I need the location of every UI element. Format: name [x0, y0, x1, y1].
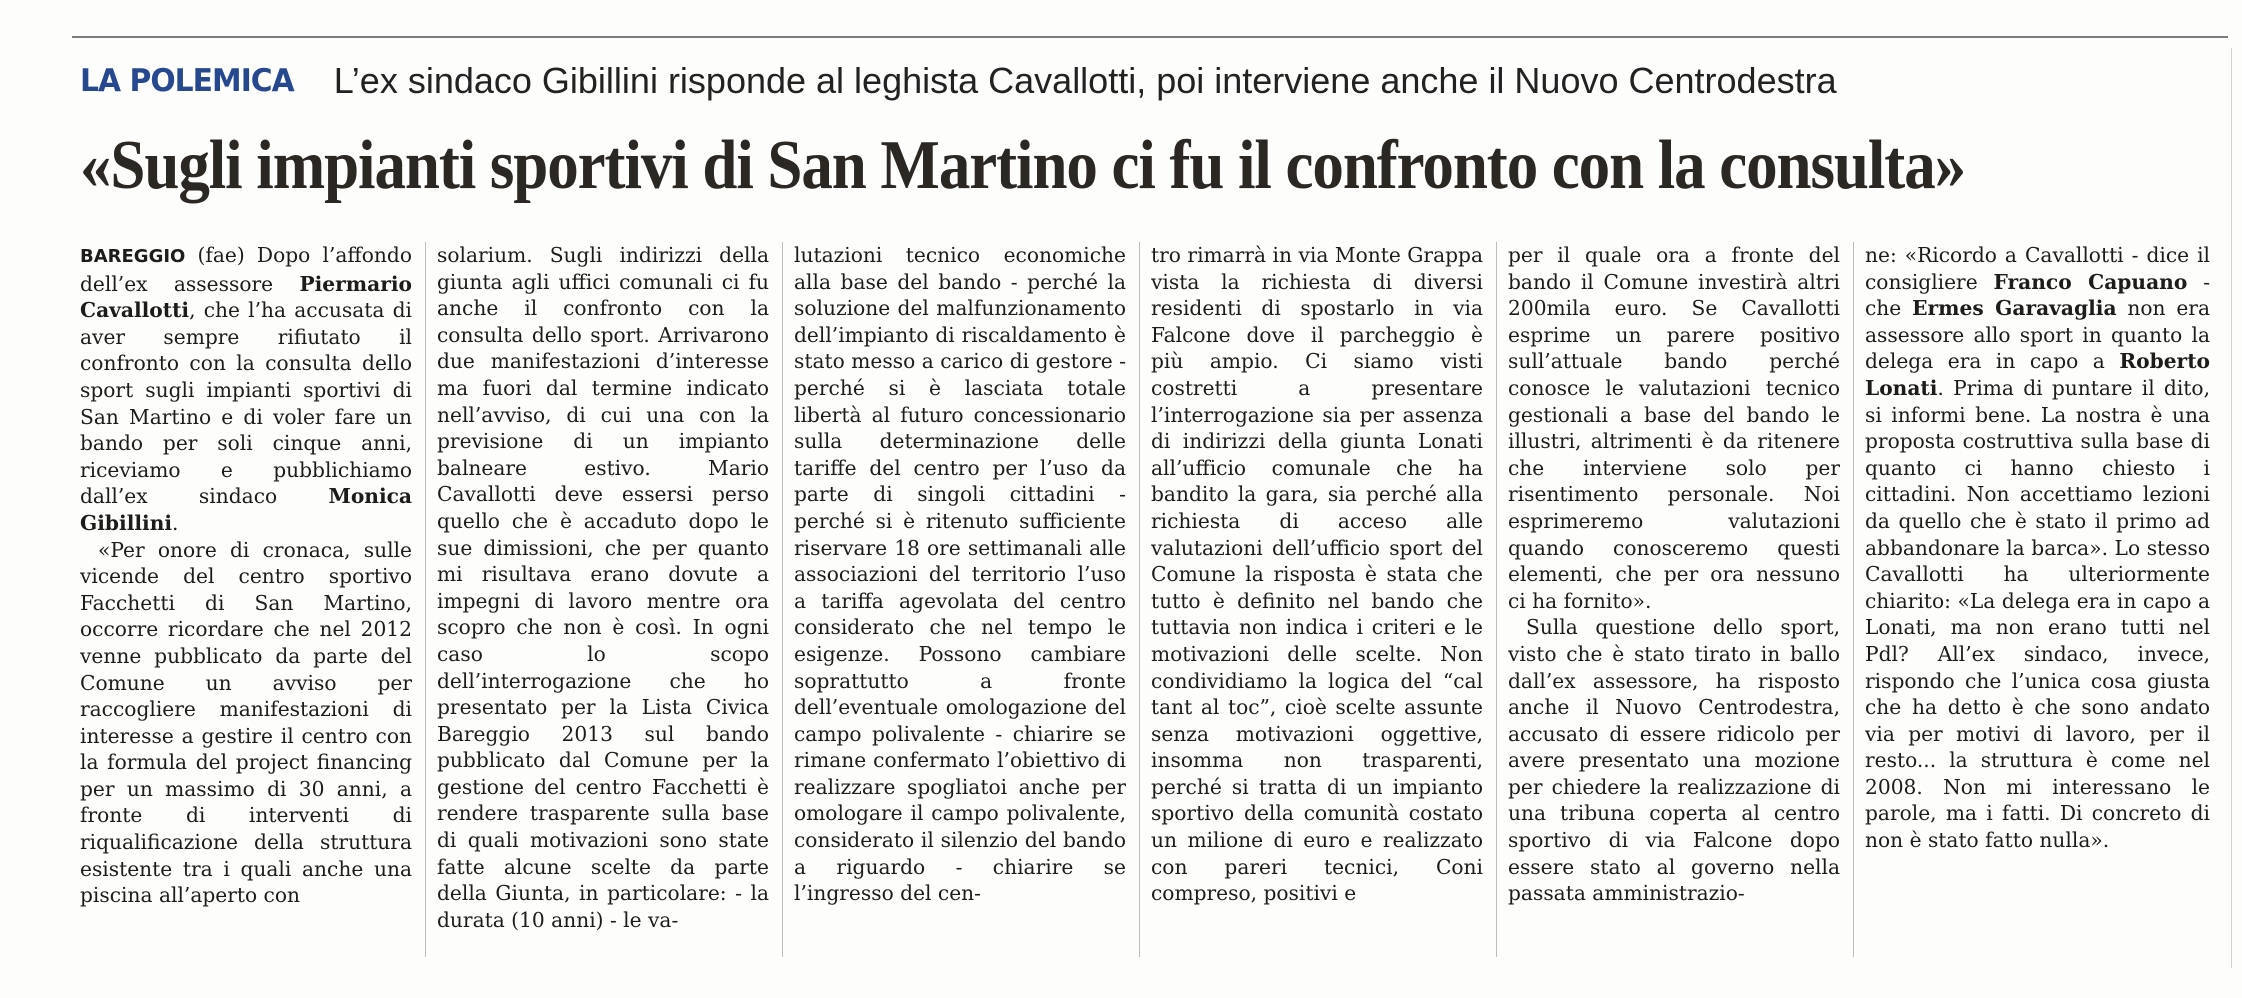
byline: (fae) [197, 243, 245, 267]
column-rule [1139, 242, 1140, 957]
person-name: Franco Capuano [1993, 269, 2188, 294]
text: . Prima di puntare il dito, si informi bene. La nostra è una proposta costruttiva sulla base di quanto ci hanno chiesto i cittadini. Non accettiamo lezioni da quello che è stato il primo ad abbandonare la barca». Lo stesso Cavallotti ha ulteriormente chiarito: «La delega era in capo a Lonati, ma non erano tutti nel Pdl? All’ex sindaco, invece, rispondo che l’unica cosa giusta che ha detto è che sono andato via per motivi di lavoro, per il resto... la struttura è come nel 2008. Non mi interessano le parole, ma i fatti. Di concreto di non è stato fatto nulla». [1865, 375, 2210, 853]
column-rule [425, 242, 426, 957]
text: . [172, 510, 179, 535]
paragraph: «Per onore di cronaca, sulle vicende del centro sportivo Facchetti di San Martino, occorre ricordare che nel 2012 venne pubblicato da parte del Comune un avviso per raccogliere manifestazioni di interesse a gestire il centro con la formula del project financing per un massimo di 30 anni, a fronte di interventi di riqualificazione della struttura esistente tra i quali anche una piscina all’aperto con [80, 537, 412, 908]
column-3 [794, 242, 1126, 962]
paragraph [1865, 242, 2210, 854]
paragraph [80, 242, 412, 537]
text: Dopo l’affondo dell’ex assessore [80, 243, 412, 296]
page-edge [2231, 48, 2232, 968]
column-4 [1151, 242, 1483, 962]
person-name: Roberto Lonati [1865, 349, 2210, 400]
paragraph: lutazioni tecnico economiche alla base del bando - perché la soluzione del malfunzionamento dell’impianto di riscaldamento è stato messo a carico di gestore - perché si è lasciata totale libertà al futuro concessionario sulla determinazione delle tariffe del centro per l’uso da parte di singoli cittadini - perché si è ritenuto sufficiente riservare 18 ore settimanali alle associazioni del territorio l’uso a tariffa agevolata del centro considerato che nel tempo le esigenze. Possono cambiare soprattutto a fronte dell’eventuale omologazione del campo polivalente - chiarire se rimane confermato l’obiettivo di realizzare spogliatoi anche per omologare il campo polivalente, considerato il silenzio del bando a riguardo - chiarire se l’ingresso del cen- [794, 243, 1126, 906]
top-rule [72, 36, 2228, 38]
column-5 [1508, 242, 1840, 962]
person-name: Ermes Garavaglia [1912, 296, 2117, 321]
text: , che l’ha accusata di aver sempre rifiutato il confronto con la consulta dello sport sugli impianti sportivi di San Martino e di voler fare un bando per soli cinque anni, riceviamo e pubblichiamo dall’ex sindaco [80, 298, 412, 509]
article-body [80, 242, 2230, 962]
paragraph: solarium. Sugli indirizzi della giunta agli uffici comunali ci fu anche il confronto con la consulta dello sport. Arrivarono due manifestazioni d’interesse ma fuori dal termine indicato nell’avviso, di cui una con la previsione di un impianto balneare estivo. Mario Cavallotti deve essersi perso quello che è accaduto dopo le sue dimissioni, che per quanto mi risultava erano dovute a impegni di lavoro mentre ora scopro che non è così. In ogni caso lo scopo dell’interrogazione che ho presentato per la Lista Civica Bareggio 2013 sul bando pubblicato dal Comune per la gestione del centro Facchetti è rendere trasparente sulla base di quali motivazioni sono state fatte alcune scelte da parte della Giunta, in particolare: - la durata (10 anni) - le va- [437, 243, 769, 932]
paragraph: per il quale ora a fronte del bando il Comune investirà altri 200mila euro. Se Cavallotti esprime un parere positivo sull’attuale bando perché conosce le valutazioni tecnico gestionali a base del bando le illustri, altrimenti è da ritenere che interviene solo per risentimento personale. Noi esprimeremo valutazioni quando conosceremo questi elementi, che per ora nessuno ci ha fornito». [1508, 243, 1840, 613]
text: - che [1865, 269, 2210, 321]
person-name: Piermario Cavallotti [80, 271, 412, 323]
headline: «Sugli impianti sportivi di San Martino ci fu il confronto con la consulta» [80, 127, 1966, 204]
paragraph: tro rimarrà in via Monte Grappa vista la richiesta di diversi residenti di spostarlo in via Falcone dove il parcheggio è più ampio. Ci siamo visti costretti a presentare l’interrogazione sia per assenza di indirizzi della giunta Lonati all’ufficio comunale che ha bandito la gara, sia perché alla richiesta di acceso alle valutazioni dell’ufficio sport del Comune la risposta è stata che tutto è definito nel bando che tuttavia non indica i criteri e le motivazioni delle scelte. Non condividiamo la logica del “cal tant al toc”, cioè scelte assunte senza motivazioni oggettive, insomma non trasparenti, perché si tratta di un impianto sportivo della comunità costato un milione di euro e realizzato con pareri tecnici, Coni compreso, positivi e [1151, 243, 1483, 906]
section-label: LA POLEMICA [80, 63, 294, 99]
column-rule [782, 242, 783, 957]
column-2 [437, 242, 769, 962]
text: non era assessore allo sport in quanto la delega era in capo a [1865, 296, 2210, 374]
column-1 [80, 242, 412, 962]
text: ne: «Ricordo a Cavallotti - dice il consigliere [1865, 243, 2210, 294]
column-6 [1865, 242, 2210, 962]
subtitle: L’ex sindaco Gibillini risponde al leghista Cavallotti, poi interviene anche il Nuovo Centrodestra [333, 60, 1837, 101]
column-rule [1496, 242, 1497, 957]
column-rule [1853, 242, 1854, 957]
person-name: Monica Gibillini [80, 484, 412, 535]
dateline: BAREGGIO [80, 246, 186, 267]
kicker-row [80, 60, 2225, 106]
paragraph: Sulla questione dello sport, visto che è stato tirato in ballo dall’ex assessore, ha risposto anche il Nuovo Centrodestra, accusato di essere ridicolo per avere presentato una mozione per chiedere la realizzazione di una tribuna coperta al centro sportivo di via Falcone dopo essere stato al governo nella passata amministrazio- [1508, 615, 1840, 906]
